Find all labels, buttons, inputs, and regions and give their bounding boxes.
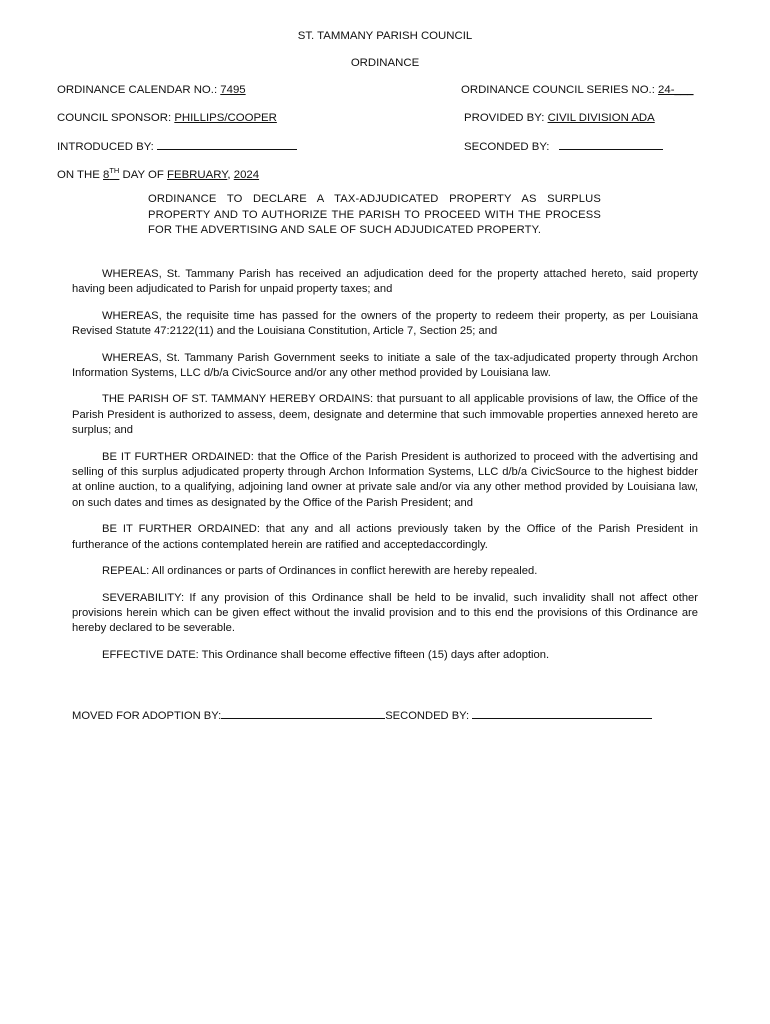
calendar-number: 7495 <box>220 84 246 96</box>
date-year: 2024 <box>233 169 260 181</box>
introduced-by-label: INTRODUCED BY: <box>57 141 157 153</box>
series-label: ORDINANCE COUNCIL SERIES NO.: <box>461 84 659 96</box>
paragraph-further-ordained-2: BE IT FURTHER ORDAINED: that any and all actions previously taken by the Office of the Parish President in furtherance of the actions contemplated herein are ratified and acceptedaccordingly. <box>72 523 698 551</box>
series-number: 24-___ <box>658 84 694 96</box>
sponsor-line <box>57 112 277 124</box>
date-day-number: 8 <box>103 169 110 181</box>
paragraph-repeal: REPEAL: All ordinances or parts of Ordinances in conflict herewith are hereby repealed. <box>102 565 538 578</box>
paragraph-whereas-2: WHEREAS, the requisite time has passed for the owners of the property to redeem their property, as per Louisiana Revised Statute 47:2122(11) and the Louisiana Constitution, Article 7, Section 25; and <box>72 309 698 338</box>
seconded-by-line <box>464 138 663 153</box>
document-type: ORDINANCE <box>350 57 420 69</box>
paragraph-effective-date: EFFECTIVE DATE: This Ordinance shall become effective fifteen (15) days after adoption. <box>102 648 550 661</box>
introduced-by-blank <box>157 138 297 150</box>
ordinance-title: ORDINANCE TO DECLARE A TAX-ADJUDICATED PROPERTY AS SURPLUS PROPERTY AND TO AUTHORIZE THE PARISH TO PROCEED WITH THE PROCESS FOR THE ADVERTISING AND SALE OF SUCH ADJUDICATED PROPERTY. <box>148 193 601 237</box>
calendar-label: ORDINANCE CALENDAR NO.: <box>57 84 221 96</box>
moved-for-adoption-blank <box>221 707 385 719</box>
ordinance-body <box>72 267 698 674</box>
seconded-by-blank <box>559 138 663 150</box>
paragraph-ordains: THE PARISH OF ST. TAMMANY HEREBY ORDAINS: that pursuant to all applicable provisions of law, the Office of the Parish President is authorized to assess, deem, designate and determine that such immovable properties annexed hereto are surplus; and <box>72 393 698 437</box>
paragraph-whereas-3: WHEREAS, St. Tammany Parish Government seeks to initiate a sale of the tax-adjudicated property through Archon Information Systems, LLC d/b/a CivicSource and/or any other method provided by Louisiana law. <box>72 351 698 380</box>
paragraph-further-ordained-1: BE IT FURTHER ORDAINED: that the Office of the Parish President is authorized to proceed with the advertising and selling of this surplus adjudicated property through Archon Information Systems, LLC d/b/a CivicSource to the highest bidder at online auction, to a qualifying, adjoining land owner at private sale and/or via any other method provided by Louisiana law, on such dates and times as designated by the Office of the Parish President; and <box>72 450 698 509</box>
adoption-line <box>72 707 652 722</box>
series-number-line <box>461 84 694 96</box>
paragraph-whereas-1: WHEREAS, St. Tammany Parish has received an adjudication deed for the property attached hereto, said property having been adjudicated to Parish for unpaid property taxes; and <box>72 268 698 296</box>
adoption-seconded-label: SECONDED BY: <box>385 710 473 722</box>
date-comma: , <box>227 169 234 181</box>
calendar-number-line <box>57 84 246 96</box>
date-month: FEBRUARY <box>167 169 228 181</box>
provided-by-line <box>464 112 655 124</box>
date-day <box>103 166 120 181</box>
date-day-suffix: TH <box>109 166 120 175</box>
moved-for-adoption-label: MOVED FOR ADOPTION BY: <box>72 710 222 722</box>
provided-by-value: CIVIL DIVISION ADA <box>547 112 655 124</box>
adoption-seconded-blank <box>472 707 652 719</box>
date-mid: DAY OF <box>119 169 168 181</box>
provided-by-label: PROVIDED BY: <box>464 112 548 124</box>
date-line <box>57 166 259 181</box>
seconded-by-label: SECONDED BY: <box>464 141 553 153</box>
council-name: ST. TAMMANY PARISH COUNCIL <box>297 30 473 42</box>
paragraph-severability: SEVERABILITY: If any provision of this Ordinance shall be held to be invalid, such invalidity shall not affect other provisions herein which can be given effect without the invalid provision and to this end the provisions of this Ordinance are hereby declared to be severable. <box>72 591 698 635</box>
introduced-by-line <box>57 138 297 153</box>
date-prefix: ON THE <box>57 169 103 181</box>
sponsor-value: PHILLIPS/COOPER <box>174 112 277 124</box>
sponsor-label: COUNCIL SPONSOR: <box>57 112 175 124</box>
